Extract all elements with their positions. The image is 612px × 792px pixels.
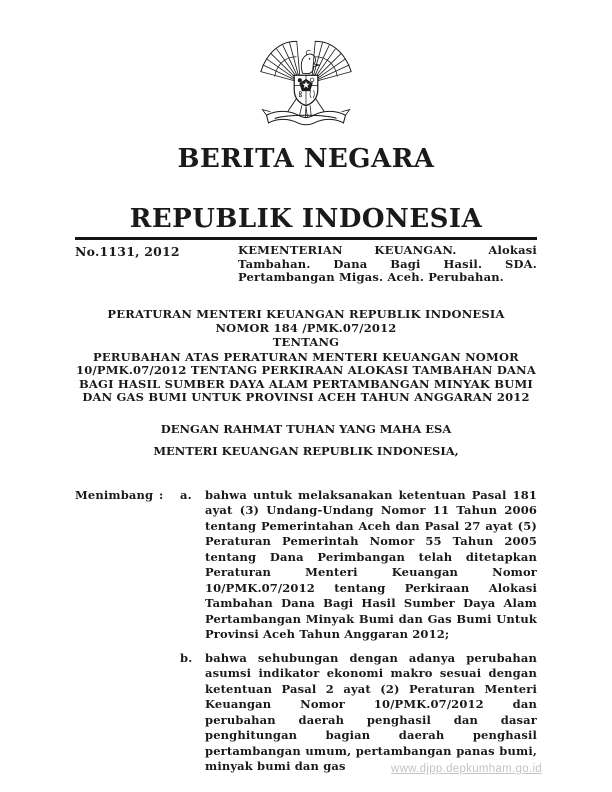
- tentang-label: TENTANG: [272, 334, 340, 349]
- masthead-line1: BERITA NEGARA: [177, 144, 435, 174]
- item-letter: b.: [180, 650, 193, 665]
- considerations-colon: :: [159, 487, 164, 502]
- item-text: bahwa sehubungan dengan adanya perubahan asumsi indikator ekonomi makro sesuai dengan ketentuan Pasal 2 ayat (2) Peraturan Menteri Keuangan Nomor 10/PMK.07/2012 dan perubahan daerah penghasil dan dasar penghitungan bagian daerah penghasil pertambangan umum, pertambangan panas bumi, minyak bumi dan gas: [205, 650, 537, 773]
- masthead-line2: REPUBLIK INDONESIA: [129, 204, 483, 234]
- authority-line: MENTERI KEUANGAN REPUBLIK INDONESIA,: [153, 443, 459, 458]
- regulation-title-block: [75, 307, 537, 405]
- item-text: bahwa untuk melaksanakan ketentuan Pasal 181 ayat (3) Undang-Undang Nomor 11 Tahun 2006 tentang Pemerintahan Aceh dan Pasal 27 ayat (5) Peraturan Pemerintah Nomor 55 Tahun 2005 tentang Dana Perimbangan telah ditetapkan Peraturan Menteri Keuangan Nomor 10/PMK.07/2012 tentang Perkiraan Alokasi Tambahan Dana Bagi Hasil Sumber Daya Alam Pertambangan Minyak Bumi dan Gas Bumi Untuk Provinsi Aceh Tahun Anggaran 2012;: [205, 487, 537, 641]
- issue-header-row: [75, 244, 537, 285]
- footer-watermark-link[interactable]: www.djpp.depkumham.go.id: [390, 763, 542, 775]
- item-letter: a.: [180, 487, 192, 502]
- issue-number: No.1131, 2012: [75, 244, 180, 259]
- invocation-line: DENGAN RAHMAT TUHAN YANG MAHA ESA: [160, 421, 452, 436]
- page-content: [75, 0, 537, 775]
- regulation-number: NOMOR 184 /PMK.07/2012: [215, 320, 397, 335]
- masthead-title: [75, 144, 537, 234]
- consideration-row: [75, 488, 537, 643]
- subject-abstract: KEMENTERIAN KEUANGAN. Alokasi Tambahan. Dana Bagi Hasil. SDA. Pertambangan Migas. Aceh. Perubahan.: [238, 243, 537, 284]
- regulation-title: PERATURAN MENTERI KEUANGAN REPUBLIK INDONESIA: [107, 306, 505, 321]
- considerations-section: [75, 488, 537, 775]
- masthead-rule: [75, 237, 537, 240]
- considerations-label: Menimbang: [75, 487, 154, 502]
- regulation-subject: PERUBAHAN ATAS PERATURAN MENTERI KEUANGAN NOMOR 10/PMK.07/2012 TENTANG PERKIRAAN ALOKASI TAMBAHAN DANA BAGI HASIL SUMBER DAYA ALAM PERTAMBANGAN MINYAK BUMI DAN GAS BUMI UNTUK PROVINSI ACEH TAHUN ANGGARAN 2012: [76, 349, 536, 404]
- consideration-row: [75, 651, 537, 775]
- garuda-pancasila-emblem-icon: [247, 32, 365, 140]
